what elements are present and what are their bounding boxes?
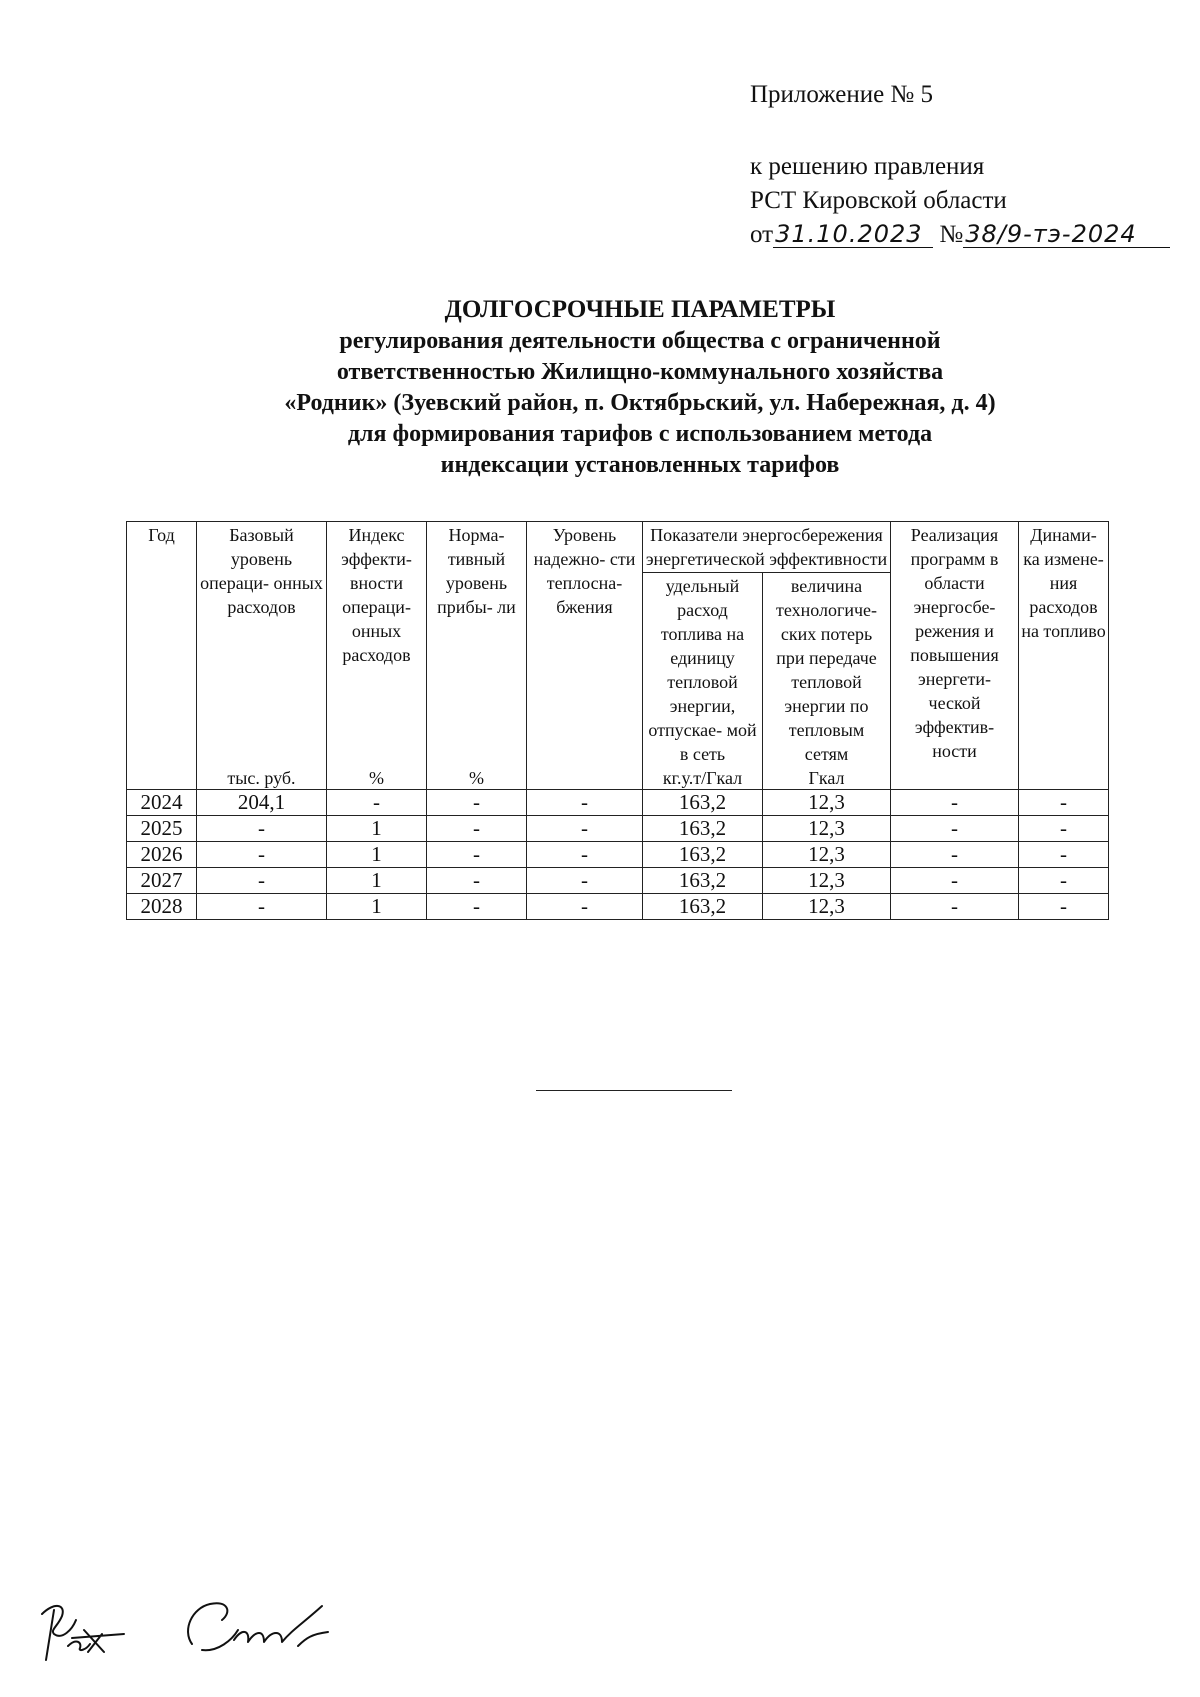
- table-row: [127, 816, 1109, 842]
- unit-efficiency-index: %: [327, 767, 427, 790]
- header-profit-level: Норма- тивный уровень прибы- ли: [427, 522, 527, 768]
- title-main: ДОЛГОСРОЧНЫЕ ПАРАМЕТРЫ: [444, 296, 836, 323]
- cell-reliability: -: [527, 816, 643, 842]
- unit-profit-level: %: [427, 767, 527, 790]
- cell-fuel-rate: 163,2: [643, 790, 763, 816]
- handwritten-date: 31.10.2023: [773, 221, 933, 248]
- cell-profit-level: -: [427, 842, 527, 868]
- cell-programs: -: [891, 894, 1019, 920]
- cell-fuel-rate: 163,2: [643, 842, 763, 868]
- cell-programs: -: [891, 816, 1019, 842]
- cell-profit-level: -: [427, 816, 527, 842]
- decision-date-number: [750, 218, 1170, 252]
- header-year: Год: [127, 522, 197, 790]
- cell-efficiency-index: 1: [327, 894, 427, 920]
- title-line-2: ответственностью Жилищно-коммунального хозяйства: [336, 359, 944, 385]
- cell-efficiency-index: 1: [327, 842, 427, 868]
- cell-fuel-dynamics: -: [1019, 790, 1109, 816]
- cell-reliability: -: [527, 868, 643, 894]
- cell-year: 2026: [127, 842, 197, 868]
- cell-programs: -: [891, 842, 1019, 868]
- cell-fuel-dynamics: -: [1019, 894, 1109, 920]
- header-reliability: Уровень надежно- сти теплосна- бжения: [527, 522, 643, 790]
- cell-fuel-dynamics: -: [1019, 868, 1109, 894]
- parameters-table: [126, 521, 1109, 920]
- appendix-block: [750, 78, 1170, 252]
- cell-fuel-rate: 163,2: [643, 816, 763, 842]
- cell-profit-level: -: [427, 894, 527, 920]
- decision-line-2: РСТ Кировской области: [750, 187, 1007, 214]
- title-line-4: для формирования тарифов с использованием метода: [347, 421, 933, 447]
- cell-losses: 12,3: [763, 868, 891, 894]
- cell-fuel-dynamics: -: [1019, 842, 1109, 868]
- cell-base-level: 204,1: [197, 790, 327, 816]
- cell-efficiency-index: -: [327, 790, 427, 816]
- cell-base-level: -: [197, 894, 327, 920]
- handwritten-number: 38/9-тэ-2024: [963, 221, 1170, 248]
- header-energy-indicators: Показатели энергосбережения энергетической эффективности: [643, 522, 891, 573]
- table-row: [127, 868, 1109, 894]
- cell-efficiency-index: 1: [327, 816, 427, 842]
- cell-reliability: -: [527, 842, 643, 868]
- cell-losses: 12,3: [763, 790, 891, 816]
- header-programs: Реализация программ в области энергосбе- режения и повышения энергети- ческой эффектив- ности: [891, 522, 1019, 790]
- cell-losses: 12,3: [763, 816, 891, 842]
- cell-programs: -: [891, 868, 1019, 894]
- cell-reliability: -: [527, 894, 643, 920]
- table-row: [127, 842, 1109, 868]
- cell-reliability: -: [527, 790, 643, 816]
- cell-efficiency-index: 1: [327, 868, 427, 894]
- cell-programs: -: [891, 790, 1019, 816]
- cell-base-level: -: [197, 842, 327, 868]
- appendix-label: Приложение № 5: [750, 81, 934, 108]
- date-prefix: от: [750, 221, 774, 248]
- cell-year: 2027: [127, 868, 197, 894]
- cell-base-level: -: [197, 816, 327, 842]
- cell-fuel-rate: 163,2: [643, 868, 763, 894]
- cell-year: 2025: [127, 816, 197, 842]
- cell-base-level: -: [197, 868, 327, 894]
- cell-fuel-dynamics: -: [1019, 816, 1109, 842]
- title-line-3: «Родник» (Зуевский район, п. Октябрьский, ул. Набережная, д. 4): [284, 390, 996, 416]
- cell-profit-level: -: [427, 790, 527, 816]
- header-base-level: Базовый уровень операци- онных расходов: [197, 522, 327, 768]
- title-line-5: индексации установленных тарифов: [440, 452, 840, 478]
- cell-year: 2028: [127, 894, 197, 920]
- cell-losses: 12,3: [763, 894, 891, 920]
- table-header-row: [127, 522, 1109, 573]
- title-line-1: регулирования деятельности общества с ограниченной: [339, 328, 941, 354]
- handwritten-signature: [32, 1590, 352, 1670]
- header-fuel-rate: удельный расход топлива на единицу тепловой энергии, отпускае- мой в сеть: [643, 573, 763, 768]
- cell-profit-level: -: [427, 868, 527, 894]
- decision-line-1: к решению правления: [750, 153, 985, 180]
- table-row: [127, 790, 1109, 816]
- table-row: [127, 894, 1109, 920]
- header-efficiency-index: Индекс эффекти- вности операци- онных расходов: [327, 522, 427, 768]
- document-title: [160, 294, 1120, 481]
- unit-base-level: тыс. руб.: [197, 767, 327, 790]
- unit-fuel-rate: кг.у.т/Гкал: [643, 767, 763, 790]
- number-prefix: №: [939, 221, 964, 248]
- header-fuel-dynamics: Динами- ка измене- ния расходов на топливо: [1019, 522, 1109, 790]
- header-losses: величина технологиче- ских потерь при передаче тепловой энергии по тепловым сетям: [763, 573, 891, 768]
- cell-fuel-rate: 163,2: [643, 894, 763, 920]
- cell-losses: 12,3: [763, 842, 891, 868]
- unit-losses: Гкал: [763, 767, 891, 790]
- cell-year: 2024: [127, 790, 197, 816]
- end-divider: [536, 1090, 732, 1091]
